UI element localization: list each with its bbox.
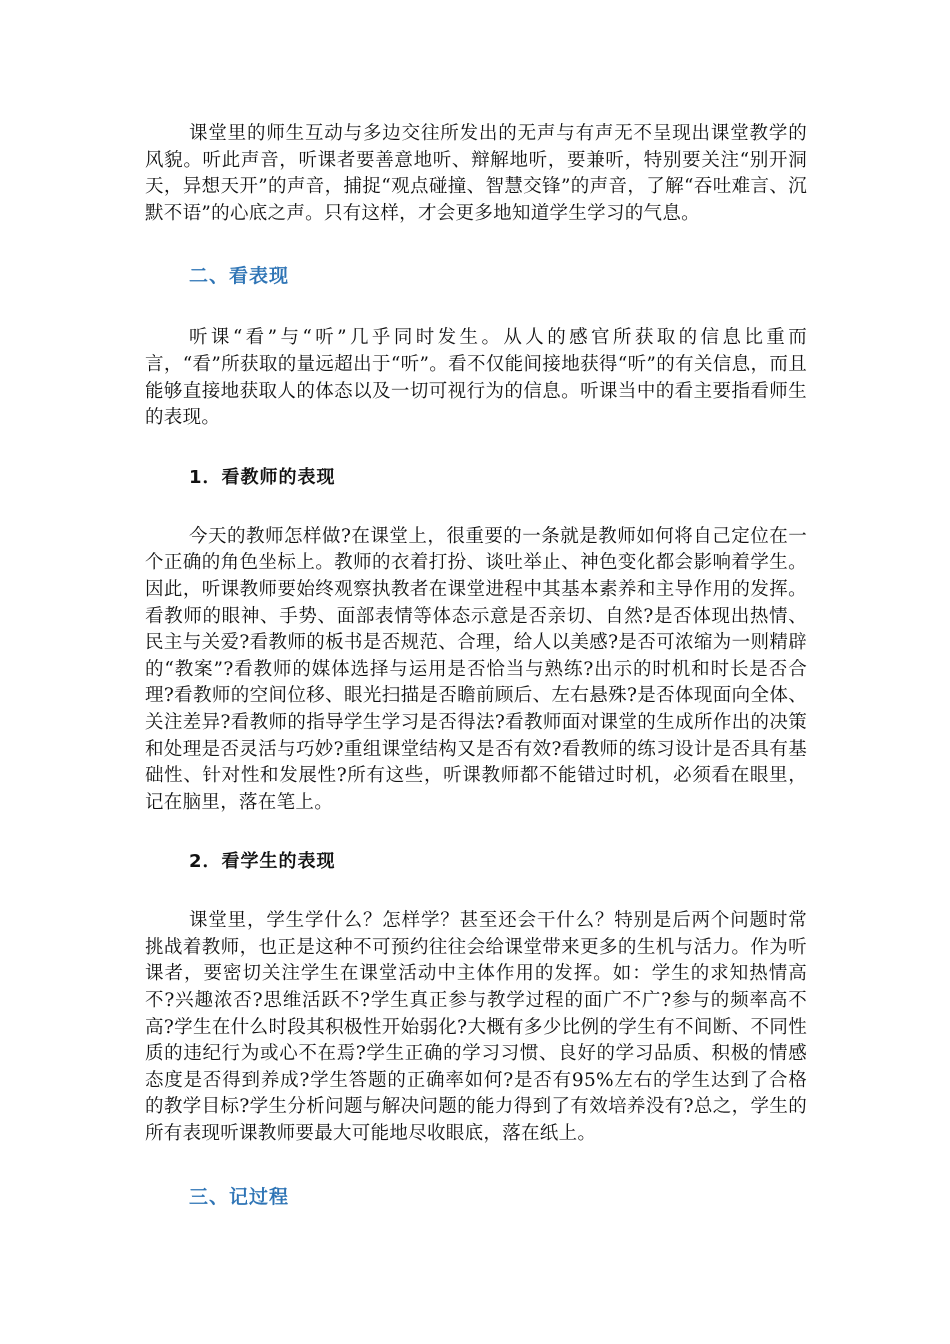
spacer [145,1148,807,1184]
spacer [145,875,807,908]
subheading-student-performance: 2．看学生的表现 [189,851,336,873]
paragraph-listening-voices: 课堂里的师生互动与多边交往所发出的无声与有声无不呈现出课堂教学的风貌。听此声音，听课者要善意地听、辩解地听，要兼听，特别要关注“别开洞天，异想天开”的声音，捕捉“观点碰撞、智慧交锋”的声音，了解“吞吐难言、沉默不语”的心底之声。只有这样，才会更多地知道学生学习的气息。 [145,123,807,224]
paragraph-teacher-performance: 今天的教师怎样做?在课堂上，很重要的一条就是教师如何将自己定位在一个正确的角色坐标上。教师的衣着打扮、谈吐举止、神色变化都会影响着学生。因此，听课教师要始终观察执教者在课堂进程中其基本素养和主导作用的发挥。看教师的眼神、手势、面部表情等体态示意是否亲切、自然?是否体现出热情、民主与关爱?看教师的板书是否规范、合理，给人以美感?是否可浓缩为一则精辟的“教案”?看教师的媒体选择与运用是否恰当与熟练?出示的时机和时长是否合理?看教师的空间位移、眼光扫描是否瞻前顾后、左右悬殊?是否体现面向全体、关注差异?看教师的指导学生学习是否得法?看教师面对课堂的生成所作出的决策和处理是否灵活与巧妙?重组课堂结构又是否有效?看教师的练习设计是否具有基础性、针对性和发展性?所有这些，听课教师都不能错过时机，必须看在眼里，记在脑里，落在笔上。 [145,525,807,813]
subheading-teacher-performance: 1．看教师的表现 [189,466,336,488]
spacer [145,289,807,325]
paragraph-student-performance: 课堂里，学生学什么？怎样学？甚至还会干什么？特别是后两个问题时常挑战着教师，也正是这种不可预约往往会给课堂带来更多的生机与活力。作为听课者，要密切关注学生在课堂活动中主体作用的发挥。如：学生的求知热情高不?兴趣浓否?思维活跃不?学生真正参与教学过程的面广不广?参与的频率高不高?学生在什么时段其积极性开始弱化?大概有多少比例的学生有不间断、不同性质的违纪行为或心不在焉?学生正确的学习习惯、良好的学习品质、积极的情感态度是否得到养成?学生答题的正确率如何?是否有95%左右的学生达到了合格的教学目标?学生分析问题与解决问题的能力得到了有效培养没有?总之，学生的所有表现听课教师要最大可能地尽收眼底，落在纸上。 [145,910,807,1145]
spacer [145,227,807,263]
section-heading-look-performance: 二、看表现 [189,265,290,288]
section-heading-record-process: 三、记过程 [189,1185,290,1208]
spacer [145,432,807,465]
spacer [145,816,807,849]
paragraph-see-and-hear: 听课“看”与“听”几乎同时发生。从人的感官所获取的信息比重而言，“看”所获取的量远超出于“听”。看不仅能间接地获得“听”的有关信息，而且能够直接地获取人的体态以及一切可视行为的信息。听课当中的看主要指看师生的表现。 [145,327,807,429]
spacer [145,491,807,524]
document-body [145,121,807,1210]
